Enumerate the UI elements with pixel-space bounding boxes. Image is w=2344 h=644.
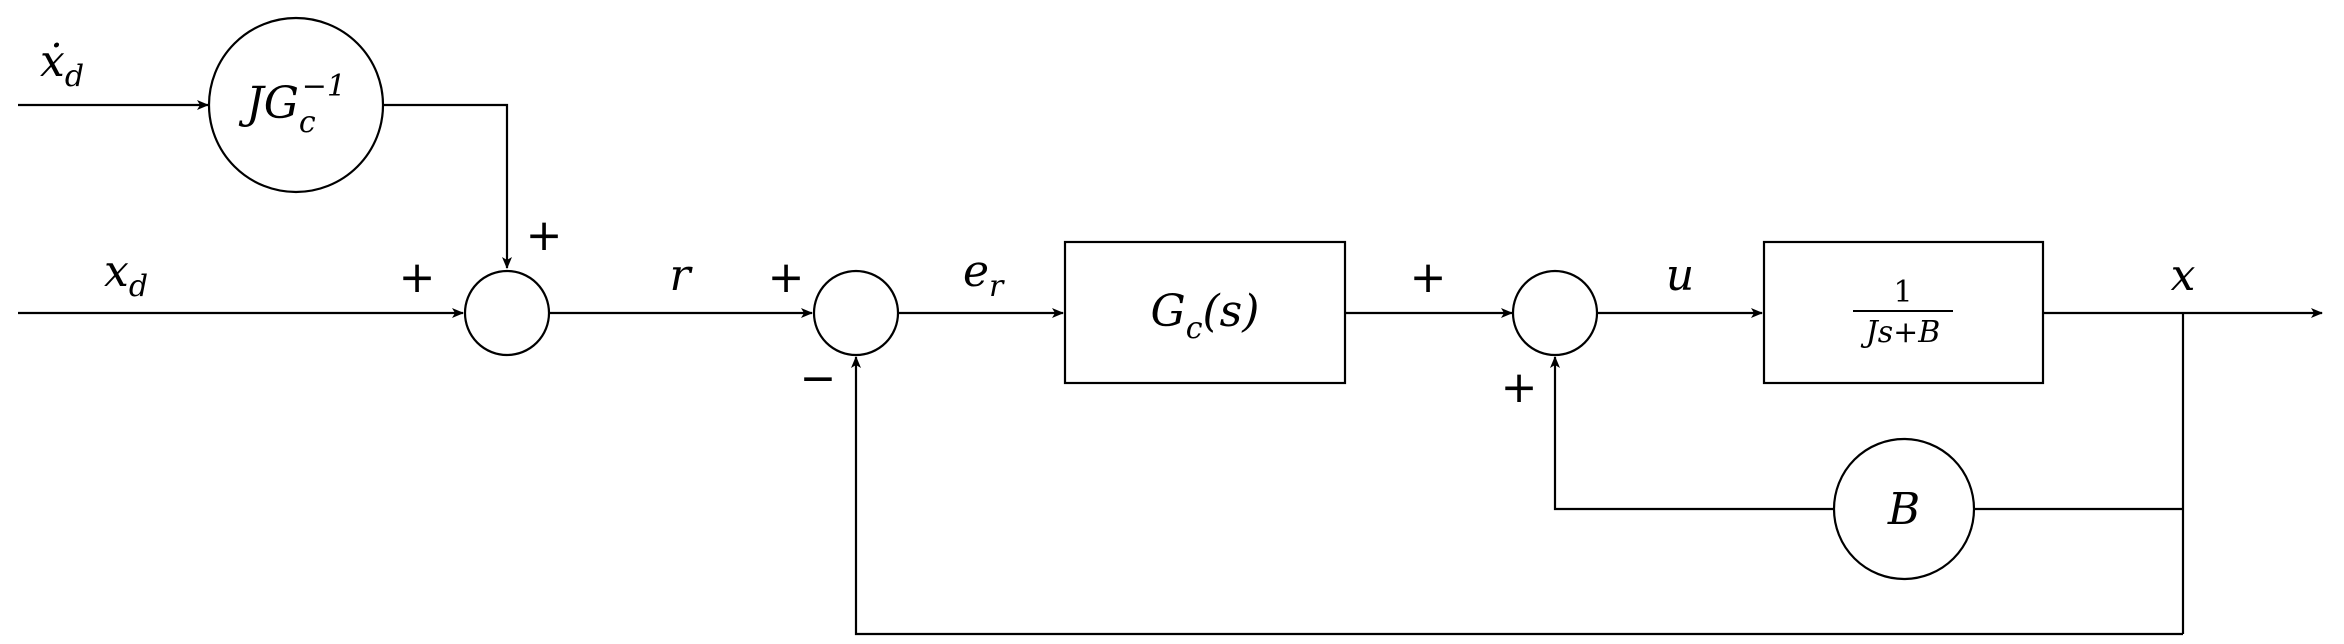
controller-block xyxy=(1065,242,1345,383)
damping-block xyxy=(1834,439,1974,579)
controller-main: G xyxy=(1150,286,1186,337)
r-label: r xyxy=(669,250,691,301)
plant-block xyxy=(1764,242,2043,383)
sum2-r-sign: + xyxy=(767,252,805,303)
plant-numerator: 1 xyxy=(1893,275,1913,310)
xd-dot-label: ẋ$_d$ xyxy=(40,36,85,94)
sum2-feedback-sign: − xyxy=(799,353,837,404)
feedforward-output-wire xyxy=(383,105,507,268)
damping-label: B xyxy=(1887,484,1921,535)
controller-arg: (s) xyxy=(1202,286,1260,337)
sum1-xd-sign: + xyxy=(398,252,436,303)
feedforward-sub: c xyxy=(298,105,316,140)
sum1-feedforward-sign: + xyxy=(525,210,563,261)
sum3-damping-sign: + xyxy=(1500,362,1538,413)
u-label: u xyxy=(1665,250,1695,301)
er-label: $e_r$ xyxy=(963,246,1004,304)
x-label: x xyxy=(2170,250,2196,301)
feedforward-sup: −1 xyxy=(301,69,346,104)
feedforward-block xyxy=(209,18,383,192)
sum3-controller-sign: + xyxy=(1409,252,1447,303)
controller-sub: c xyxy=(1185,311,1203,346)
feedforward-main: JG xyxy=(246,78,299,129)
plant-denominator: Js+B xyxy=(1865,315,1941,350)
xd-label: $x_d$ xyxy=(104,246,149,304)
summing-junction-3 xyxy=(1513,271,1597,355)
summing-junction-2 xyxy=(814,271,898,355)
summing-junction-1 xyxy=(465,271,549,355)
